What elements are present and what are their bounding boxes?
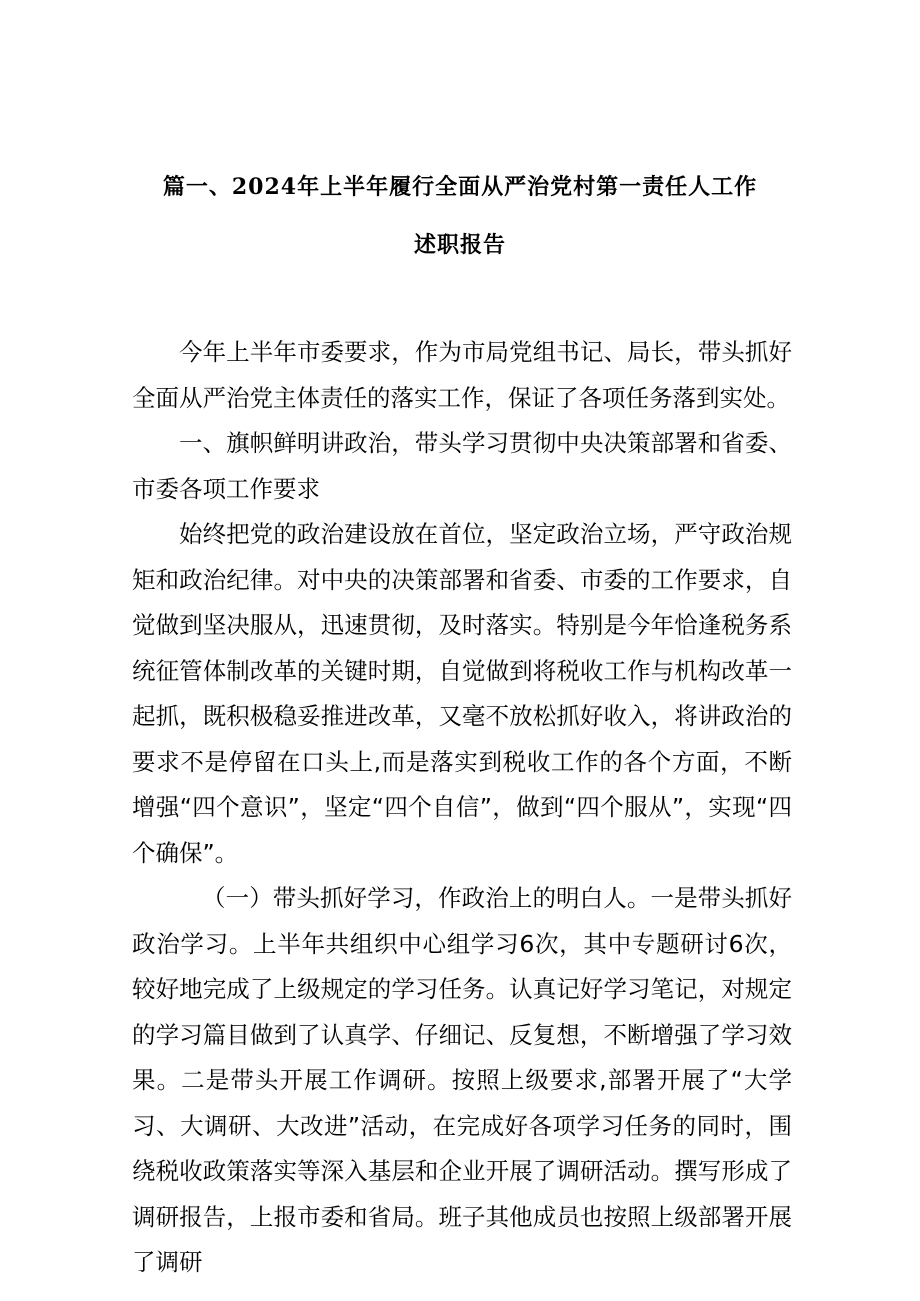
document-title-line-2: 述职报告 [413,232,506,258]
intro-paragraph: 今年上半年市委要求，作为市局党组书记、局长，带头抓好全面从严治党主体责任的落实工作，保证了各项任务落到实处。 [132,338,792,412]
subsection-1-paragraph: （一）带头抓好学习，作政治上的明白人。一是带头抓好政治学习。上半年共组织中心组学习6次，其中专题研讨6次，较好地完成了上级规定的学习任务。认真记好学习笔记，对规定的学习篇目做到了认真学、仔细记、反复想，不断增强了学习效果。二是带头开展工作调研。按照上级要求,部署开展了“大学习、大调研、大改进”活动，在完成好各项学习任务的同时，围绕税收政策落实等深入基层和企业开展了调研活动。撰写形成了调研报告，上报市委和省局。班子其他成员也按照上级部署开展了调研 [132,884,792,1276]
document-body [132,330,792,1286]
section-heading-1: 一、旗帜鲜明讲政治，带头学习贯彻中央决策部署和省委、市委各项工作要求 [132,429,792,503]
document-title-line-1: 篇一、2024年上半年履行全面从严治党村第一责任人工作 [162,174,758,200]
section-1-paragraph: 始终把党的政治建设放在首位，坚定政治立场，严守政治规矩和政治纪律。对中央的决策部署和省委、市委的工作要求，自觉做到坚决服从，迅速贯彻，及时落实。特别是今年恰逢税务系统征管体制改革的关键时期，自觉做到将税收工作与机构改革一起抓，既积极稳妥推进改革，又毫不放松抓好收入，将讲政治的要求不是停留在口头上,而是落实到税收工作的各个方面，不断增强“四个意识”，坚定“四个自信”，做到“四个服从”，实现“四个确保”。 [132,520,792,867]
